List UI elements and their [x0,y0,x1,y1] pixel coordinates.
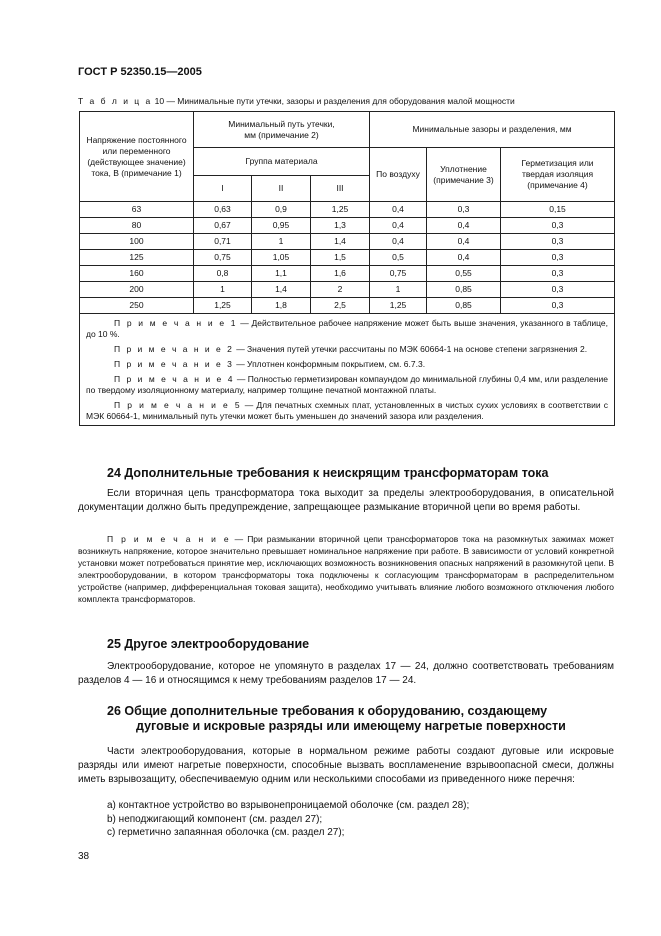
page-number: 38 [78,851,90,862]
table-cell: 0,5 [370,250,427,266]
section-24-note-label: П р и м е ч а н и е [107,534,231,544]
table-cell: 1 [370,282,427,298]
table-cell: 1,4 [311,234,370,250]
table-cell: 0,3 [501,218,615,234]
table-cell: 160 [80,266,194,282]
table-row [80,298,615,314]
table-caption-label: Т а б л и ц а [78,96,153,106]
table-row [80,234,615,250]
table-cell: 200 [80,282,194,298]
table-cell: 1,25 [311,202,370,218]
header-air: По воздуху [370,148,427,202]
table-cell: 0,3 [501,298,615,314]
header-clearances: Минимальные зазоры и разделения, мм [370,112,615,148]
table-note-label: П р и м е ч а н и е 2 [114,344,234,354]
table-note-label: П р и м е ч а н и е 1 [114,318,238,328]
table-cell: 0,3 [427,202,501,218]
section-26-heading-line-2: дуговые и искровые разряды или имеющему нагретые поверхности [136,719,566,733]
table-note [86,318,608,340]
table-cell: 250 [80,298,194,314]
table-cell: 1,05 [252,250,311,266]
table-cell: 0,3 [501,282,615,298]
table-cell: 1,5 [311,250,370,266]
table-note-text: — Уплотнен конформным покрытием, см. 6.7.3. [233,359,426,369]
table-cell: 0,85 [427,298,501,314]
table-row [80,202,615,218]
table-cell: 1,1 [252,266,311,282]
table-cell: 2 [311,282,370,298]
table-cell: 0,4 [370,234,427,250]
table-caption [78,96,515,106]
section-25-paragraph: Электрооборудование, которое не упомянуто в разделах 17 — 24, должно соответствовать требованиям разделов 4 — 16 и относящимся к нему требованиям разделов 17 — 24. [78,661,614,686]
section-24-paragraph: Если вторичная цепь трансформатора тока выходит за пределы электрооборудования, в описательной документации должно быть предупреждение, запрещающее размыкание вторичной цепи во время работы. [78,488,614,513]
header-material-group: Группа материала [194,148,370,176]
table-cell: 0,71 [194,234,252,250]
table-cell: 0,8 [194,266,252,282]
header-group-3: III [311,176,370,202]
section-26-heading-line-1: 26 Общие дополнительные требования к оборудованию, создающему [107,704,548,718]
clearance-table [79,111,615,426]
table-cell: 0,4 [427,218,501,234]
table-cell: 1,25 [194,298,252,314]
table-cell: 1 [194,282,252,298]
table-note-label: П р и м е ч а н и е 3 [114,359,234,369]
table-cell: 125 [80,250,194,266]
table-cell: 0,3 [501,266,615,282]
table-row [80,250,615,266]
table-row [80,266,615,282]
table-cell: 1,6 [311,266,370,282]
table-note-label: П р и м е ч а н и е 4 [114,374,235,384]
table-note [86,359,608,370]
table-cell: 1,8 [252,298,311,314]
table-cell: 0,4 [427,234,501,250]
header-voltage: Напряжение постоянного или переменного (действующее значение) тока, В (примечание 1) [80,112,194,202]
header-group-1: I [194,176,252,202]
table-cell: 63 [80,202,194,218]
section-24-note [78,533,614,605]
section-26-list [107,799,469,840]
header-creepage: Минимальный путь утечки, мм (примечание 2) [194,112,370,148]
table-caption-title: 10 — Минимальные пути утечки, зазоры и разделения для оборудования малой мощности [152,96,515,106]
table-note-text: — Полностью герметизирован компаундом до минимальной глубины 0,4 мм, или разделение по твердому изоляционному материалу, например толщине печатной монтажной платы. [86,374,609,395]
table-cell: 0,9 [252,202,311,218]
table-body [80,202,615,314]
table-note [86,344,608,355]
table-cell: 1 [252,234,311,250]
table-cell: 0,55 [427,266,501,282]
header-hermetic: Герметизация или твердая изоляция (примечание 4) [501,148,615,202]
section-24-note-text: — При размыкании вторичной цепи трансформаторов тока на разомкнутых зажимах может возникнуть напряжение, которое значительно превышает номинальное напряжение при работе. В зависимости от условий конкретной установки может потребоваться принятие мер, исключающих возможность возникновения опасных напряжений в разомкнутой цепи. В электрооборудовании, в котором трансформаторы тока подключены к согласующим трансформаторам в распределительном устройстве (например, дифференциальная токовая защита), необходимо учитывать влияние любого возможного отключения любого комплекта трансформаторов. [78,534,614,604]
table-note-label: П р и м е ч а н и е 5 [114,400,242,410]
table-cell: 0,15 [501,202,615,218]
table-cell: 0,3 [501,250,615,266]
table-cell: 0,4 [370,202,427,218]
table-cell: 0,4 [427,250,501,266]
table-note [86,374,608,396]
header-group-2: II [252,176,311,202]
list-item: b) неподжигающий компонент (см. раздел 27); [107,813,323,825]
table-cell: 0,67 [194,218,252,234]
table-cell: 100 [80,234,194,250]
table-note-text: — Значения путей утечки рассчитаны по МЭК 60664-1 на основе степени загрязнения 2. [233,344,588,354]
table-row [80,282,615,298]
table-cell: 0,75 [370,266,427,282]
table-cell: 2,5 [311,298,370,314]
table-notes [80,314,615,426]
table-cell: 0,85 [427,282,501,298]
table-cell: 1,3 [311,218,370,234]
table-cell: 0,63 [194,202,252,218]
list-item: a) контактное устройство во взрывонепроницаемой оболочке (см. раздел 28); [107,800,470,811]
table-row [80,218,615,234]
table-note-text: — Для печатных схемных плат, установленных в чистых сухих условиях в соответствии с МЭК 60664-1, минимальный путь утечки может быть уменьшен до значений зазора или разделения. [86,400,609,421]
table-cell: 80 [80,218,194,234]
section-25-heading: 25 Другое электрооборудование [107,637,310,651]
list-item: c) герметично запаянная оболочка (см. раздел 27); [107,827,345,838]
section-24-heading: 24 Дополнительные требования к неискрящим трансформаторам тока [107,466,549,480]
section-26-paragraph: Части электрооборудования, которые в нормальном режиме работы создают дуговые или искровые разряды или имеют нагретые поверхности, способные вызвать воспламенение взрывоопасной смеси, должны иметь взрывозащиту, обеспечиваемую одним или несколькими способами из приведенного ниже перечня: [78,746,614,785]
table-cell: 0,3 [501,234,615,250]
table-cell: 0,75 [194,250,252,266]
table-note-text: — Действительное рабочее напряжение может быть выше значения, указанного в таблице, до 10 %. [86,318,609,339]
table-cell: 0,95 [252,218,311,234]
table-note [86,400,608,422]
table-cell: 1,4 [252,282,311,298]
table-cell: 0,4 [370,218,427,234]
header-seal: Уплотнение (примечание 3) [427,148,501,202]
running-header: ГОСТ Р 52350.15—2005 [78,66,202,78]
table-cell: 1,25 [370,298,427,314]
